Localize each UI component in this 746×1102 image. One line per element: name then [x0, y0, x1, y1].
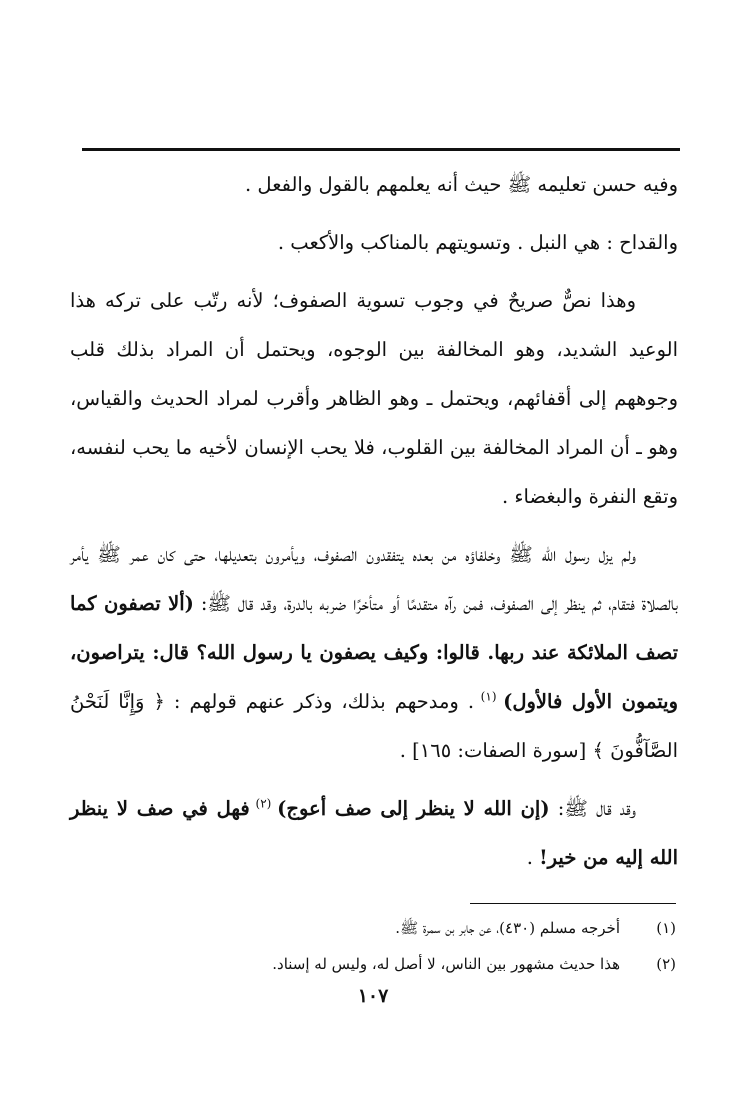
footnote-item [70, 910, 676, 946]
hadith-quote: (إن الله لا ينظر إلى صف أعوج) [277, 797, 550, 820]
paragraph [70, 218, 678, 267]
text-segment: ولم يزل رسول الله ﷺ وخلفاؤه من بعده يتفقدون الصفوف، ويأمرون بتعديلها، حتى كان عمر ﷺ يأمر بالصلاة فتقام، ثم ينظر إلى الصفوف، فمن رآه متقدمًا أو متأخرًا ضربه بالدرة، وقد قال ﷺ: [70, 543, 678, 615]
footnotes [70, 910, 676, 982]
text-segment: والقداح : هي النبل . وتسويتهم بالمناكب والأكعب . [277, 231, 678, 254]
footnote-number: (١) [656, 919, 676, 937]
page-number: ١٠٧ [357, 985, 389, 1007]
footnote-text: هذا حديث مشهور بين الناس، لا أصل له، وليس له إسناد. [272, 955, 620, 973]
paragraph [70, 784, 678, 882]
footnote-reference: (١) [474, 689, 504, 704]
paragraph [70, 160, 678, 209]
text-segment: . ومدحهم بذلك، وذكر عنهم قولهم : ﴿ وَإِنَّا لَنَحْنُ الصَّآفُّونَ ﴾ [سورة الصفات: ١٦٥] . [70, 690, 678, 762]
hadith-quote: (ألا تصفون كما تصف الملائكة عند ربها. قالوا: وكيف يصفون يا رسول الله؟ قال: يتراصون، ويتمون الأول فالأول) [70, 592, 679, 713]
footnote-text: أخرجه مسلم (٤٣٠)، عن جابر بن سمرة ﷺ. [395, 919, 620, 937]
paragraph [70, 276, 678, 521]
text-segment: وقد قال ﷺ: [549, 797, 637, 820]
footnote-item [70, 946, 676, 982]
text-segment: . [526, 846, 540, 869]
footnote-reference: (٢) [249, 796, 278, 811]
main-text [70, 160, 678, 891]
hadith-quote: فهل في صف لا ينظر الله إليه من خير! [70, 797, 678, 869]
paragraph [70, 530, 678, 775]
top-rule [82, 148, 680, 151]
footnote-separator [470, 903, 676, 904]
footnote-number: (٢) [656, 955, 676, 973]
text-segment: وهذا نصٌّ صريحٌ في وجوب تسوية الصفوف؛ لأنه رتّب على تركه هذا الوعيد الشديد، وهو المخالفة بين الوجوه، ويحتمل أن المراد بذلك قلب وجوههم إلى أقفائهم، ويحتمل ـ وهو الظاهر وأقرب لمراد الحديث والقياس، وهو ـ أن المراد المخالفة بين القلوب، فلا يحب الإنسان لأخيه ما يحب لنفسه، وتقع النفرة والبغضاء . [70, 289, 678, 508]
text-segment: وفيه حسن تعليمه ﷺ حيث أنه يعلمهم بالقول والفعل . [245, 173, 678, 196]
